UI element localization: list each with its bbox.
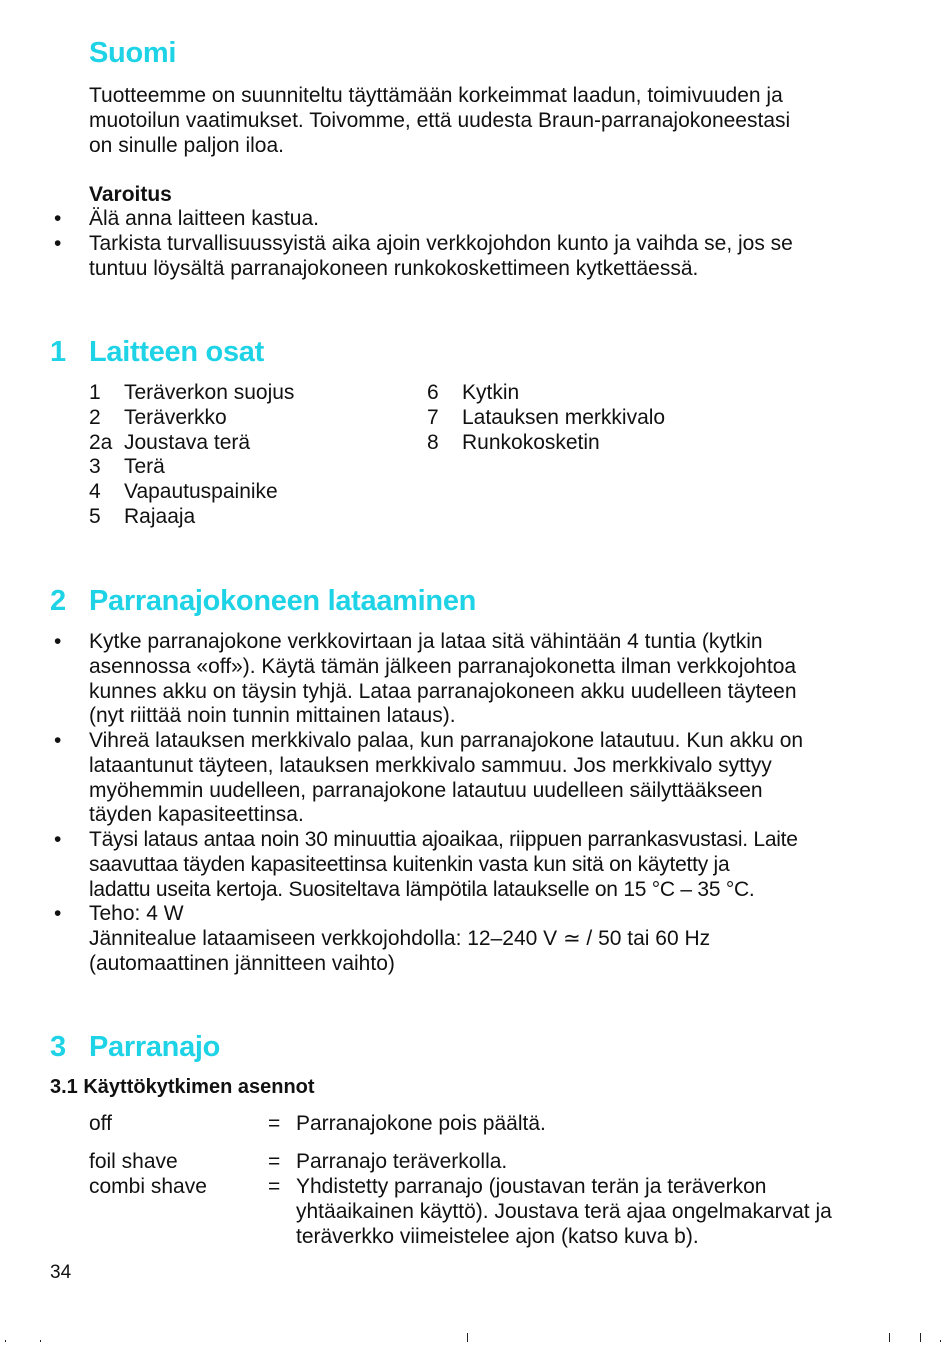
intro-line: Tuotteemme on suunniteltu täyttämään korkeimmat laadun, toimivuuden ja (89, 84, 783, 107)
mode-description-line: Parranajo teräverkolla. (296, 1150, 508, 1173)
part-item (89, 505, 409, 530)
part-label: Latauksen merkkivalo (462, 405, 666, 429)
charging-line: (automaattinen jännitteen vaihto) (89, 951, 395, 975)
charging-line: (nyt riittää noin tunnin mittainen lataus). (89, 704, 456, 728)
equals-sign: = (268, 1175, 281, 1198)
charging-item (89, 630, 889, 729)
parts-list-left (89, 381, 409, 530)
section-number: 2 (50, 585, 66, 617)
part-label: Teräverkko (124, 405, 227, 429)
warning-title: Varoitus (89, 183, 172, 206)
part-item (427, 406, 847, 431)
part-item (89, 455, 409, 480)
part-label: Terä (124, 455, 165, 479)
charging-line: saavuttaa täyden kapasiteettinsa kuitenkin vasta kun sitä on käytetty ja (89, 852, 730, 876)
bullet-dot: • (54, 207, 62, 230)
part-label: Rajaaja (124, 504, 196, 528)
bullet-dot: • (54, 630, 62, 653)
warning-line: Tarkista turvallisuussyistä aika ajoin verkkojohdon kunto ja vaihda se, jos se (89, 232, 793, 255)
charging-line: lataantunut täyteen, latauksen merkkivalo sammuu. Jos merkkivalo syttyy (89, 753, 772, 777)
intro-line: muotoilun vaatimukset. Toivomme, että uudesta Braun-parranajokoneestasi (89, 108, 791, 132)
crop-mark (5, 1340, 6, 1342)
part-number: 1 (89, 381, 101, 404)
section-title: Parranajo (89, 1031, 221, 1063)
crop-mark (940, 1340, 941, 1342)
part-item (89, 431, 409, 456)
part-label: Teräverkon suojus (124, 381, 295, 404)
part-label: Vapautuspainike (124, 480, 278, 504)
bullet-dot: • (54, 902, 62, 925)
crop-mark (920, 1333, 921, 1342)
section-number: 1 (50, 336, 66, 368)
part-label: Kytkin (462, 381, 520, 404)
mode-name: foil shave (89, 1150, 178, 1173)
charging-line: ladattu useita kertoja. Suositeltava lämpötila lataukselle on 15 °C – 35 °C. (89, 877, 755, 901)
section-title: Laitteen osat (89, 336, 264, 368)
charging-line: Täysi lataus antaa noin 30 minuuttia ajoaikaa, riippuen parrankasvustasi. Laite (89, 828, 798, 851)
part-number: 5 (89, 504, 101, 528)
mode-name: combi shave (89, 1175, 207, 1198)
charging-item (89, 729, 889, 828)
language-title (89, 36, 176, 70)
mode-description-line: Yhdistetty parranajo (joustavan terän ja teräverkon (296, 1175, 767, 1198)
part-number: 6 (427, 381, 439, 404)
equals-sign: = (268, 1112, 281, 1135)
page-number: 34 (50, 1262, 72, 1283)
part-number: 2a (89, 430, 113, 454)
mode-description (296, 1112, 896, 1137)
part-label: Runkokosketin (462, 430, 600, 454)
mode-description-line: yhtäaikainen käyttö). Joustava terä ajaa ongelmakarvat ja (296, 1199, 832, 1223)
mode-name: off (89, 1112, 112, 1135)
mode-description (296, 1175, 896, 1249)
intro-line: on sinulle paljon iloa. (89, 133, 284, 157)
bullet-dot: • (54, 232, 62, 255)
part-item (89, 480, 409, 505)
charging-line: Teho: 4 W (89, 902, 184, 925)
part-number: 4 (89, 480, 101, 504)
part-item (89, 406, 409, 431)
mode-description-line: Parranajokone pois päältä. (296, 1112, 546, 1135)
charging-line: Vihreä latauksen merkkivalo palaa, kun parranajokone latautuu. Kun akku on (89, 729, 804, 752)
charging-line: täyden kapasiteettinsa. (89, 803, 304, 827)
part-number: 8 (427, 430, 439, 454)
charging-line: Jännitealue lataamiseen verkkojohdolla: 12–240 V ≃ / 50 tai 60 Hz (89, 926, 711, 950)
part-number: 3 (89, 455, 101, 479)
warning-line: tuntuu löysältä parranajokoneen runkokoskettimeen kytkettäessä. (89, 256, 699, 280)
part-label: Joustava terä (124, 430, 251, 454)
bullet-dot: • (54, 729, 62, 752)
crop-mark (40, 1340, 41, 1342)
section-number: 3 (50, 1031, 66, 1063)
charging-item (89, 902, 889, 976)
warning-item (89, 207, 889, 232)
charging-line: asennossa «off»). Käytä tämän jälkeen parranajokonetta ilman verkkojohtoa (89, 654, 797, 678)
subsection-title: 3.1 Käyttökytkimen asennot (50, 1076, 315, 1098)
part-item (89, 381, 409, 406)
crop-mark (467, 1333, 468, 1342)
language-title-text: Suomi (89, 37, 177, 69)
bullet-dot: • (54, 828, 62, 851)
warning-line: Älä anna laitteen kastua. (89, 207, 319, 230)
mode-description-line: teräverkko viimeistelee ajon (katso kuva b). (296, 1224, 699, 1248)
parts-list-right (427, 381, 847, 455)
warning-item (89, 232, 889, 282)
charging-line: kunnes akku on täysin tyhjä. Lataa parranajokoneen akku uudelleen täyteen (89, 679, 797, 703)
part-item (427, 431, 847, 456)
part-item (427, 381, 847, 406)
crop-mark (889, 1333, 890, 1342)
part-number: 2 (89, 405, 101, 429)
section-title: Parranajokoneen lataaminen (89, 585, 477, 617)
part-number: 7 (427, 405, 439, 429)
charging-item (89, 828, 889, 902)
intro-paragraph (89, 84, 889, 158)
mode-description (296, 1150, 896, 1175)
charging-line: myöhemmin uudelleen, parranajokone latautuu uudelleen säilyttääkseen (89, 778, 763, 802)
equals-sign: = (268, 1150, 281, 1173)
charging-line: Kytke parranajokone verkkovirtaan ja lataa sitä vähintään 4 tuntia (kytkin (89, 630, 763, 653)
